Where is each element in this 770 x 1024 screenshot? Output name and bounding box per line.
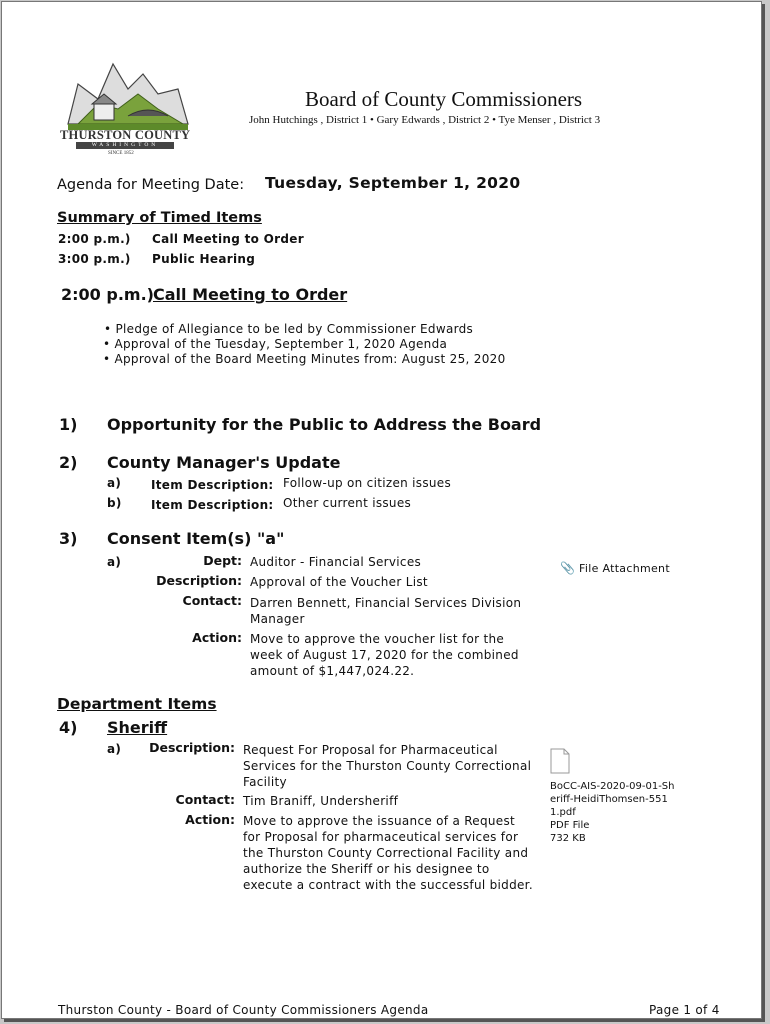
dept-value: Auditor - Financial Services [250, 555, 422, 569]
page-title: Board of County Commissioners [305, 87, 583, 111]
sheriff-title: Sheriff [107, 718, 168, 737]
logo-state-band [76, 142, 174, 149]
pdf-file-size: 732 KB [550, 833, 586, 844]
agenda-page [1, 1, 762, 1019]
footer-title: Thurston County - Board of County Commissioners Agenda [58, 1003, 429, 1017]
document-icon [550, 748, 570, 774]
item-2a-letter: a) [107, 476, 122, 490]
logo-county-name: THURSTON COUNTY [60, 128, 191, 142]
sheriff-desc-value: Request For Proposal for Pharmaceutical Services for the Thurston County Correctional Facility [243, 743, 532, 789]
commissioner-3: Tye Menser , District 3 [498, 114, 601, 126]
bullet-item: • Approval of the Tuesday, September 1, 2020 Agenda [103, 337, 448, 351]
item-3a-letter: a) [107, 555, 122, 569]
commissioners-line [249, 114, 600, 126]
bullet-separator: • [492, 114, 499, 126]
item-1-title: Opportunity for the Public to Address the Board [107, 415, 542, 434]
item-2a-label: Item Description: [151, 478, 274, 492]
logo-since: SINCE 1852 [108, 151, 134, 156]
pdf-file-name: BoCC-AIS-2020-09-01-Sheriff-HeidiThomsen-5511.pdf [550, 781, 675, 818]
sheriff-contact-value: Tim Braniff, Undersheriff [243, 794, 399, 808]
item-3-title: Consent Item(s) "a" [107, 529, 285, 548]
pdf-file-link[interactable] [550, 748, 680, 845]
bullet-separator: • [370, 114, 377, 126]
logo-state-name: WASHINGTON [91, 142, 159, 148]
meeting-date-label: Agenda for Meeting Date: [57, 177, 245, 193]
call-order-title: Call Meeting to Order [153, 285, 348, 304]
sheriff-contact-label: Contact: [175, 792, 235, 807]
department-title: Department Items [57, 695, 217, 713]
file-attachment-label: File Attachment [579, 562, 670, 575]
bullet-item: • Pledge of Allegiance to be led by Commissioner Edwards [104, 322, 474, 336]
dept-label: Dept: [203, 553, 242, 568]
item-2-title: County Manager's Update [107, 453, 341, 472]
summary-label-2: Public Hearing [152, 252, 256, 266]
commissioner-1: John Hutchings , District 1 [249, 114, 368, 126]
county-logo [58, 54, 198, 162]
contact-label: Contact: [182, 593, 242, 608]
summary-label-1: Call Meeting to Order [152, 232, 304, 246]
call-order-time: 2:00 p.m.) [61, 285, 154, 304]
item-2a-value: Follow-up on citizen issues [283, 476, 452, 490]
sheriff-action-label: Action: [185, 812, 235, 827]
item-2b-value: Other current issues [283, 496, 412, 510]
paperclip-icon: 📎 [560, 561, 576, 575]
contact-value: Darren Bennett, Financial Services Division Manager [250, 596, 522, 626]
item-3-number: 3) [59, 529, 78, 548]
pdf-file-type: PDF File [550, 820, 590, 831]
action-label: Action: [192, 630, 242, 645]
summary-time-1: 2:00 p.m.) [58, 232, 131, 246]
item-2-number: 2) [59, 453, 78, 472]
meeting-date: Tuesday, September 1, 2020 [265, 174, 521, 192]
commissioner-2: Gary Edwards , District 2 [376, 114, 490, 126]
action-value: Move to approve the voucher list for the week of August 17, 2020 for the combined amount of $1,447,024.22. [250, 632, 519, 678]
item-4a-letter: a) [107, 742, 122, 756]
sheriff-action-value: Move to approve the issuance of a Request for Proposal for pharmaceutical services for the Thurston County Correctional Facility and authorize the Sheriff or his designee to execute a contract with the successful bidder. [243, 814, 533, 892]
page-number: Page 1 of 4 [649, 1003, 720, 1017]
desc-label: Description: [156, 573, 242, 588]
summary-time-2: 3:00 p.m.) [58, 252, 131, 266]
desc-value: Approval of the Voucher List [250, 575, 428, 589]
item-1-number: 1) [59, 415, 78, 434]
item-2b-letter: b) [107, 496, 122, 510]
file-attachment-link[interactable] [560, 561, 670, 575]
item-2b-label: Item Description: [151, 498, 274, 512]
bullet-item: • Approval of the Board Meeting Minutes from: August 25, 2020 [103, 352, 506, 366]
summary-title: Summary of Timed Items [57, 210, 262, 226]
item-4-number: 4) [59, 718, 78, 737]
sheriff-desc-label: Description: [149, 740, 235, 755]
